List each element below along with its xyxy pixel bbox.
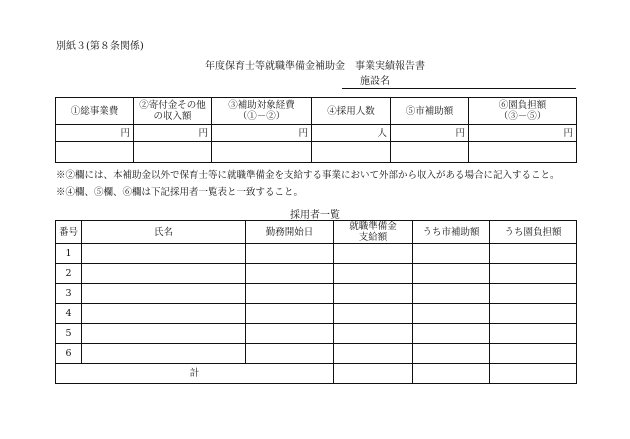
total-allowance-cell[interactable] (334, 364, 413, 384)
facility-portion-cell[interactable] (490, 284, 577, 304)
facility-name-field[interactable] (342, 77, 576, 89)
summary-unit-row (56, 125, 577, 142)
city-subsidy-cell[interactable]: 円 (391, 125, 469, 142)
table-row (56, 264, 577, 284)
roster-header-row (56, 221, 577, 244)
note-consistency: ※④欄、⑤欄、⑥欄は下記採用者一覧表と一致すること。 (56, 187, 304, 198)
city-portion-cell[interactable] (413, 324, 490, 344)
facility-portion-cell[interactable] (490, 264, 577, 284)
name-cell[interactable] (82, 244, 246, 264)
header-facility-burden: ⑥園負担額 （③－⑤） (469, 98, 577, 125)
city-portion-cell[interactable] (413, 304, 490, 324)
total-city-portion-cell[interactable] (413, 364, 490, 384)
city-portion-cell[interactable] (413, 284, 490, 304)
table-row (56, 324, 577, 344)
header-number: 番号 (56, 221, 82, 244)
header-start-date: 勤務開始日 (246, 221, 334, 244)
facility-portion-cell[interactable] (490, 344, 577, 364)
allowance-cell[interactable] (334, 244, 413, 264)
header-hire-count: ④採用人数 (312, 98, 391, 125)
eligible-cost-cell[interactable]: 円 (212, 125, 312, 142)
row-number: 2 (56, 264, 82, 284)
blank-cell[interactable] (212, 142, 312, 163)
name-cell[interactable] (82, 324, 246, 344)
hire-list-table (55, 220, 577, 384)
row-number: 5 (56, 324, 82, 344)
row-number: 1 (56, 244, 82, 264)
start-date-cell[interactable] (246, 244, 334, 264)
header-city-portion: うち市補助額 (413, 221, 490, 244)
header-allowance-amount: 就職準備金 支給額 (334, 221, 413, 244)
document-title: 年度保育士等就職準備金補助金 事業実績報告書 (205, 61, 425, 72)
total-row (56, 364, 577, 384)
hire-count-cell[interactable]: 人 (312, 125, 391, 142)
header-facility-portion: うち園負担額 (490, 221, 577, 244)
facility-portion-cell[interactable] (490, 324, 577, 344)
total-facility-portion-cell[interactable] (490, 364, 577, 384)
table-row (56, 244, 577, 264)
facility-burden-cell[interactable]: 円 (469, 125, 577, 142)
facility-label: 施設名 (360, 76, 390, 87)
header-name: 氏名 (82, 221, 246, 244)
start-date-cell[interactable] (246, 264, 334, 284)
name-cell[interactable] (82, 304, 246, 324)
header-donations: ②寄付金その他 の収入額 (134, 98, 212, 125)
table-row (56, 284, 577, 304)
name-cell[interactable] (82, 284, 246, 304)
city-portion-cell[interactable] (413, 244, 490, 264)
name-cell[interactable] (82, 264, 246, 284)
hire-list-title: 採用者一覧 (290, 210, 340, 221)
donations-cell[interactable]: 円 (134, 125, 212, 142)
allowance-cell[interactable] (334, 324, 413, 344)
blank-cell[interactable] (134, 142, 212, 163)
start-date-cell[interactable] (246, 344, 334, 364)
allowance-cell[interactable] (334, 304, 413, 324)
blank-cell[interactable] (469, 142, 577, 163)
start-date-cell[interactable] (246, 304, 334, 324)
total-cost-cell[interactable]: 円 (56, 125, 134, 142)
city-portion-cell[interactable] (413, 264, 490, 284)
header-city-subsidy: ⑤市補助額 (391, 98, 469, 125)
row-number: 3 (56, 284, 82, 304)
note-donations: ※②欄には、本補助金以外で保育士等に就職準備金を支給する事業において外部から収入がある場合に記入すること。 (56, 170, 560, 181)
header-eligible-cost: ③補助対象経費 （①－②） (212, 98, 312, 125)
name-cell[interactable] (82, 344, 246, 364)
start-date-cell[interactable] (246, 284, 334, 304)
allowance-cell[interactable] (334, 264, 413, 284)
blank-cell[interactable] (56, 142, 134, 163)
table-row (56, 304, 577, 324)
summary-header-row (56, 98, 577, 125)
row-number: 6 (56, 344, 82, 364)
blank-cell[interactable] (312, 142, 391, 163)
facility-portion-cell[interactable] (490, 244, 577, 264)
city-portion-cell[interactable] (413, 344, 490, 364)
form-reference: 別紙３(第８条関係) (56, 41, 144, 52)
summary-blank-row (56, 142, 577, 163)
header-total-cost: ①総事業費 (56, 98, 134, 125)
allowance-cell[interactable] (334, 344, 413, 364)
facility-portion-cell[interactable] (490, 304, 577, 324)
table-row (56, 344, 577, 364)
summary-table (55, 97, 577, 163)
row-number: 4 (56, 304, 82, 324)
start-date-cell[interactable] (246, 324, 334, 344)
total-label: 計 (56, 364, 334, 384)
allowance-cell[interactable] (334, 284, 413, 304)
blank-cell[interactable] (391, 142, 469, 163)
